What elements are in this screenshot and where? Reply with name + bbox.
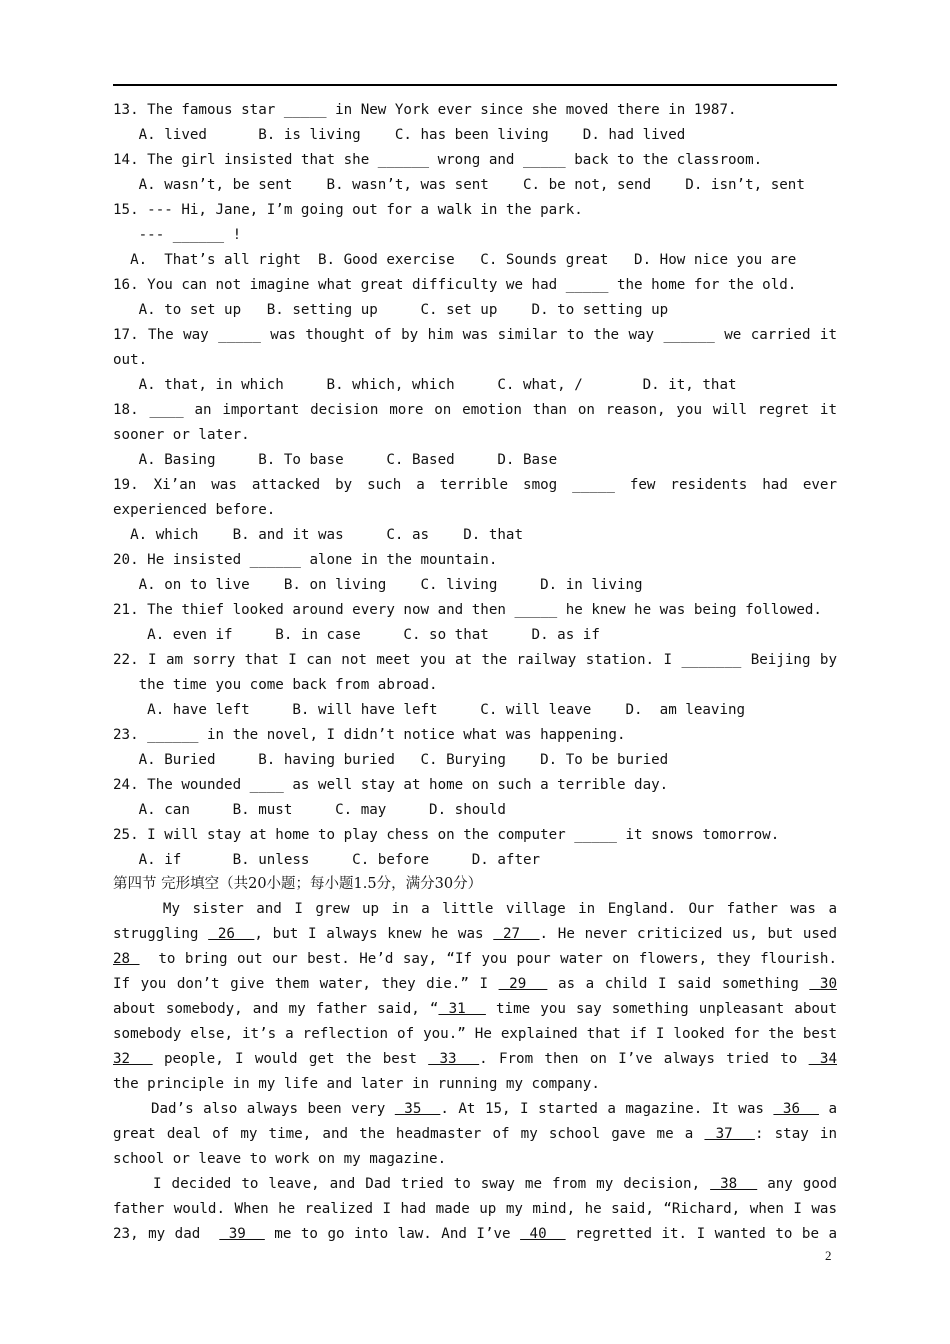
passage-text: about somebody, and my father said, “ [113, 1001, 439, 1017]
passage-text: people, I would get the best [152, 1051, 429, 1067]
passage-line [113, 974, 837, 994]
blank-29: 29 [498, 976, 548, 992]
passage-line [113, 999, 837, 1019]
q15-options: A. That’s all right B. Good exercise C. Sounds great D. How nice you are [113, 252, 797, 268]
q16-options: A. to set up B. setting up C. set up D. to setting up [113, 302, 669, 318]
q18-options: A. Basing B. To base C. Based D. Base [113, 452, 558, 468]
passage-text: as a child I said something [547, 976, 810, 992]
passage-text: , but I always knew he was [254, 926, 494, 942]
q18-stem: 18. ____ an important decision more on emotion than on reason, you will regret it [113, 402, 837, 418]
passage-line [113, 924, 837, 944]
passage-text: struggling [113, 926, 209, 942]
passage-line [113, 1124, 837, 1144]
passage-text: school or leave to work on my magazine. [113, 1151, 447, 1167]
q25-stem: 25. I will stay at home to play chess on the computer _____ it snows tomorrow. [113, 827, 780, 843]
q19-stem: 19. Xi’an was attacked by such a terrible smog _____ few residents had ever [113, 477, 837, 493]
q19-options: A. which B. and it was C. as D. that [113, 527, 523, 543]
q13-stem: 13. The famous star _____ in New York ever since she moved there in 1987. [113, 102, 737, 118]
q17-options: A. that, in which B. which, which C. what, / D. it, that [113, 377, 737, 393]
q23-options: A. Buried B. having buried C. Burying D. To be buried [113, 752, 669, 768]
passage-line [113, 1174, 837, 1194]
passage-text: I decided to leave, and Dad tried to sway me from my decision, [113, 1176, 711, 1192]
passage-line [113, 899, 837, 919]
q18-stem-line2: sooner or later. [113, 427, 250, 443]
passage-text: . At 15, I started a magazine. It was [440, 1101, 774, 1117]
blank-31: 31 [438, 1001, 486, 1017]
blank-36: 36 [773, 1101, 819, 1117]
blank-37: 37 [704, 1126, 755, 1142]
q16-stem: 16. You can not imagine what great difficulty we had _____ the home for the old. [113, 277, 797, 293]
blank-40: 40 [520, 1226, 566, 1242]
blank-39: 39 [219, 1226, 265, 1242]
q22-stem-line2: the time you come back from abroad. [113, 677, 438, 693]
passage-text: to bring out our best. He’d say, “If you pour water on flowers, they flourish. [139, 951, 837, 967]
q19-stem-line2: experienced before. [113, 502, 276, 518]
passage-text: : stay in [754, 1126, 837, 1142]
q24-options: A. can B. must C. may D. should [113, 802, 506, 818]
passage-text: any good [757, 1176, 837, 1192]
passage-text: time you say something unpleasant about [485, 1001, 837, 1017]
blank-38: 38 [710, 1176, 758, 1192]
q21-options: A. even if B. in case C. so that D. as if [113, 627, 600, 643]
passage-line [113, 1024, 837, 1044]
q22-options: A. have left B. will have left C. will leave D. am leaving [113, 702, 746, 718]
q15-stem-line2: --- ______ ! [113, 227, 242, 243]
page-number: 2 [825, 1248, 832, 1263]
blank-27: 27 [493, 926, 540, 942]
blank-35: 35 [394, 1101, 441, 1117]
passage-line [113, 1049, 837, 1069]
passage-text: great deal of my time, and the headmaster of my school gave me a [113, 1126, 705, 1142]
passage-text: If you don’t give them water, they die.” I [113, 976, 499, 992]
passage-text: . He never criticized us, but used [539, 926, 837, 942]
q24-stem: 24. The wounded ____ as well stay at home on such a terrible day. [113, 777, 669, 793]
passage-text: 23, my dad [113, 1226, 220, 1242]
q20-options: A. on to live B. on living C. living D. in living [113, 577, 643, 593]
passage-text: the principle in my life and later in running my company. [113, 1076, 600, 1092]
q22-stem: 22. I am sorry that I can not meet you at the railway station. I _______ Beijing by [113, 652, 837, 668]
q17-stem: 17. The way _____ was thought of by him was similar to the way ______ we carried it [113, 327, 837, 343]
blank-34: 34 [808, 1051, 837, 1067]
blank-33: 33 [428, 1051, 480, 1067]
q23-stem: 23. ______ in the novel, I didn’t notice what was happening. [113, 727, 626, 743]
header-rule [113, 84, 837, 86]
passage-line [113, 1074, 837, 1094]
q25-options: A. if B. unless C. before D. after [113, 852, 541, 868]
passage-line [113, 949, 837, 969]
passage-text: father would. When he realized I had made up my mind, he said, “Richard, when I was [113, 1201, 837, 1217]
passage-line [113, 1149, 837, 1169]
blank-28: 28 [113, 951, 140, 967]
passage-line [113, 1199, 837, 1219]
q14-stem: 14. The girl insisted that she ______ wrong and _____ back to the classroom. [113, 152, 763, 168]
q15-stem: 15. --- Hi, Jane, I’m going out for a walk in the park. [113, 202, 583, 218]
q13-options: A. lived B. is living C. has been living D. had lived [113, 127, 686, 143]
passage-line [113, 1099, 837, 1119]
passage-text: . From then on I’ve always tried to [479, 1051, 809, 1067]
passage-line [113, 1224, 837, 1244]
q14-options: A. wasn’t, be sent B. wasn’t, was sent C. be not, send D. isn’t, sent [113, 177, 805, 193]
q17-stem-line2: out. [113, 352, 148, 368]
q20-stem: 20. He insisted ______ alone in the mountain. [113, 552, 498, 568]
blank-26: 26 [208, 926, 255, 942]
passage-text: regretted it. I wanted to be a [565, 1226, 837, 1242]
passage-text: My sister and I grew up in a little village in England. Our father was a [113, 901, 837, 917]
section-title: 第四节 完形填空（共20小题；每小题1.5分，满分30分） [113, 876, 483, 892]
q21-stem: 21. The thief looked around every now and then _____ he knew he was being followed. [113, 602, 822, 618]
blank-32: 32 [113, 1051, 153, 1067]
blank-30: 30 [809, 976, 837, 992]
passage-text: me to go into law. And I’ve [264, 1226, 521, 1242]
passage-text: Dad’s also always been very [113, 1101, 395, 1117]
passage-text: a [818, 1101, 837, 1117]
passage-text: somebody else, it’s a reflection of you.” He explained that if I looked for the best [113, 1026, 837, 1042]
